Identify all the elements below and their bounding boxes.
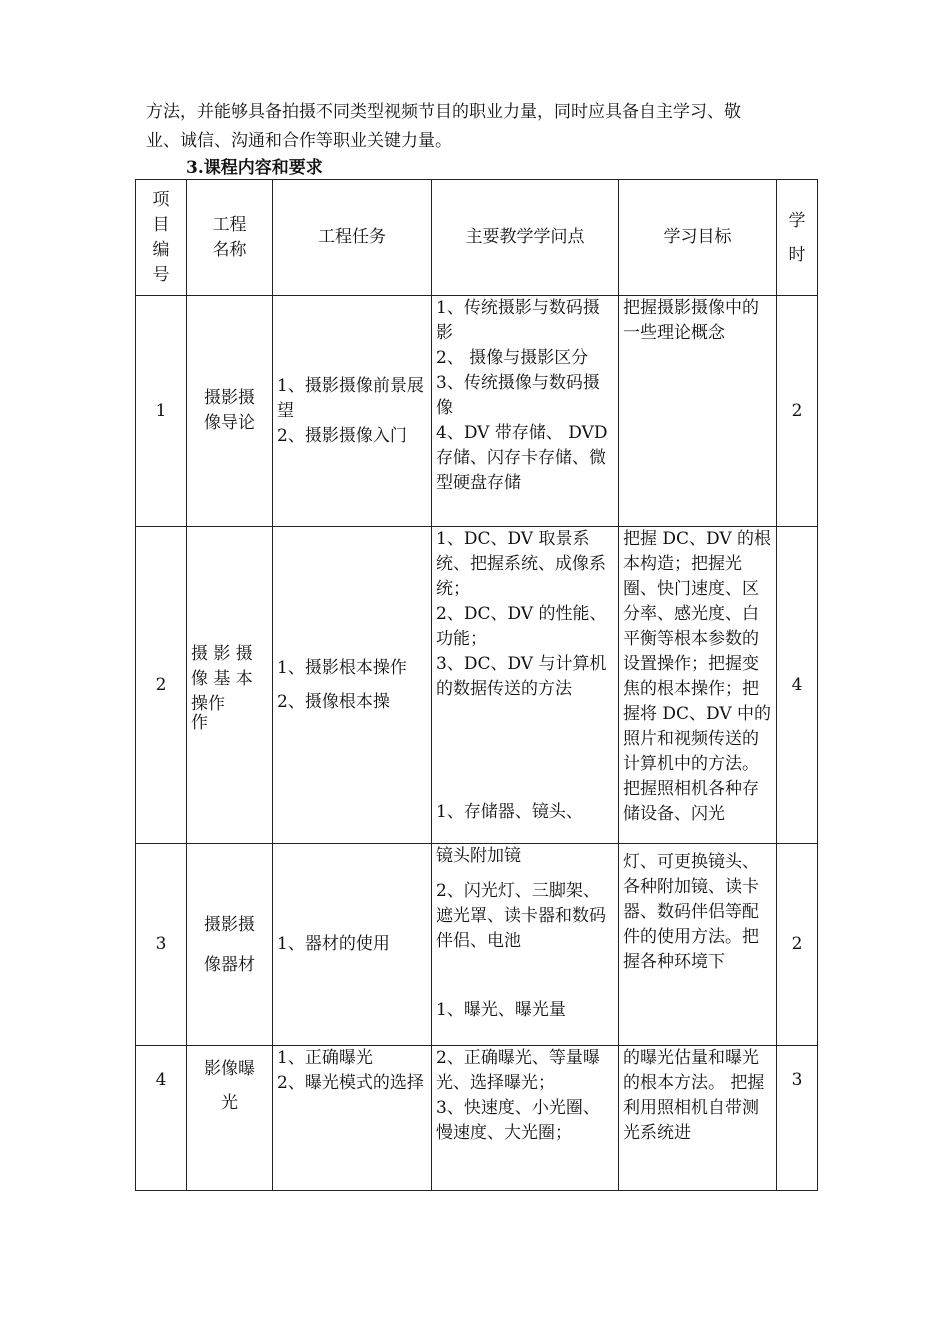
header-points: 主要教学学问点 — [432, 180, 619, 296]
point-item: 2、正确曝光、等量曝光、选择曝光； — [436, 1048, 600, 1093]
point-item: 2、闪光灯、三脚架、遮光罩、读卡器和数码伴侣、电池 — [436, 881, 606, 951]
table-row — [136, 527, 818, 844]
header-hours-char: 时 — [788, 244, 806, 265]
intro-line-1: 方法，并能够具备拍摄不同类型视频节目的职业力量，同时应具备自主学习、敬 — [146, 102, 741, 122]
task-item: 2、摄像根本操 — [277, 692, 390, 712]
row-name-part: 影像曝 — [204, 1059, 255, 1079]
header-id-char: 目 — [152, 214, 170, 235]
row-id: 2 — [136, 527, 187, 844]
header-hours — [777, 180, 818, 296]
row-name-part: 摄影摄 — [204, 388, 255, 408]
row-hours: 2 — [777, 296, 818, 527]
table-row — [136, 296, 818, 527]
row-hours: 4 — [777, 527, 818, 844]
point-item: 3、传统摄像与数码摄像 — [436, 373, 600, 418]
row-goal: 的曝光估量和曝光的根本方法。 把握利用照相机自带测光系统进 — [619, 1046, 777, 1191]
row-points — [432, 527, 619, 844]
section-heading: 3.课程内容和要求 — [186, 158, 323, 178]
row-points — [432, 1046, 619, 1191]
row-name-part: 像器材 — [204, 954, 255, 975]
header-id-char: 编 — [152, 239, 170, 260]
header-task: 工程任务 — [273, 180, 432, 296]
header-id — [136, 180, 187, 296]
row-tasks — [273, 296, 432, 527]
point-item: 2、 摄像与摄影区分 — [436, 348, 589, 368]
row-name-part: 摄影摄 — [204, 914, 255, 935]
row-name — [187, 296, 273, 527]
task-item: 1、器材的使用 — [277, 934, 390, 954]
row-name-part: 像 基 本 — [191, 668, 253, 689]
row-name-part: 操作 — [191, 693, 225, 714]
point-item: 1、传统摄影与数码摄影 — [436, 298, 600, 343]
row-tasks — [273, 527, 432, 844]
point-item: 1、曝光、曝光量 — [436, 1000, 566, 1020]
table-row — [136, 844, 818, 1046]
point-item: 镜头附加镜 — [436, 846, 521, 866]
row-name-part: 像导论 — [204, 413, 255, 433]
task-item: 1、摄影根本操作 — [277, 658, 407, 678]
row-name-part: 摄 影 摄 — [191, 643, 253, 664]
row-hours: 2 — [777, 844, 818, 1046]
row-name-part: 作 — [191, 712, 208, 733]
row-id: 4 — [136, 1046, 187, 1191]
header-id-char: 项 — [152, 189, 170, 210]
row-name-part: 光 — [221, 1093, 238, 1113]
row-id: 1 — [136, 296, 187, 527]
intro-line-2: 业、诚信、沟通和合作等职业关键力量。 — [146, 131, 452, 151]
point-item: 1、存储器、镜头、 — [436, 802, 583, 822]
header-goal: 学习目标 — [619, 180, 777, 296]
row-id: 3 — [136, 844, 187, 1046]
row-points — [432, 296, 619, 527]
point-item: 3、快速度、小光圈、慢速度、大光圈； — [436, 1098, 600, 1143]
table-header-row — [136, 180, 818, 296]
row-name — [187, 527, 273, 844]
header-name-part: 工程 — [212, 214, 247, 235]
row-hours: 3 — [777, 1046, 818, 1191]
task-item: 2、曝光模式的选择 — [277, 1073, 424, 1093]
row-tasks — [273, 844, 432, 1046]
table-row — [136, 1046, 818, 1191]
header-name-part: 名称 — [212, 239, 247, 260]
intro-paragraph — [146, 98, 806, 156]
row-name — [187, 1046, 273, 1191]
course-content-table — [135, 179, 818, 1191]
point-item: 1、DC、DV 取景系统、把握系统、成像系统； — [436, 529, 606, 599]
row-goal: 灯、可更换镜头、各种附加镜、读卡器、数码伴侣等配件的使用方法。把握各种环境下 — [619, 844, 777, 1046]
point-item: 2、DC、DV 的性能、功能； — [436, 604, 607, 649]
point-item: 4、DV 带存储、 DVD 存储、闪存卡存储、微型硬盘存储 — [436, 423, 608, 493]
row-tasks — [273, 1046, 432, 1191]
point-item: 3、DC、DV 与计算机的数据传送的方法 — [436, 654, 607, 699]
row-name — [187, 844, 273, 1046]
task-item: 2、摄影摄像入门 — [277, 425, 407, 446]
task-item: 1、正确曝光 — [277, 1048, 373, 1068]
row-goal: 把握 DC、DV 的根本构造；把握光圈、快门速度、区分率、感光度、白平衡等根本参数的设置操作；把握变焦的根本操作；把握将 DC、DV 中的照片和视频传送的计算机中的方法。把握照相机各种存储设备、闪光 — [619, 527, 777, 844]
task-item: 1、摄影摄像前景展望 — [277, 375, 424, 421]
row-goal: 把握摄影摄像中的一些理论概念 — [619, 296, 777, 527]
header-name — [187, 180, 273, 296]
header-id-char: 号 — [152, 264, 170, 285]
row-points — [432, 844, 619, 1046]
header-hours-char: 学 — [788, 210, 806, 231]
